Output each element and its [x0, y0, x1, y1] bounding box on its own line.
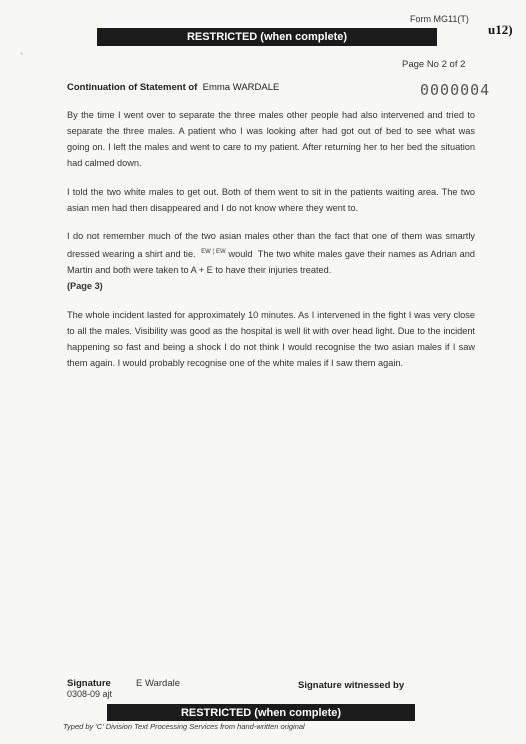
paragraph-3-continued: The two white males gave their names as Adrian and Martin and both were taken to A + E to have their injuries treated. — [67, 249, 475, 276]
paragraph-1: By the time I went over to separate the three males other people had also intervened and tried to separate the three males. A patient who I was looking after had got out of bed to see what was going on. I left the males and went to care to my patient. After returning her to her bed the situation had calmed down. — [67, 110, 475, 168]
witness-label: Signature witnessed by — [298, 680, 405, 691]
initials-mark: EW ¦ EW — [201, 249, 226, 256]
paragraph-3 — [67, 229, 475, 295]
paragraph-4: The whole incident lasted for approximately 10 minutes. As I intervened in the fight I was very close to all the males. Visibility was good as the hospital is well lit with over head light. Due to the incident happening so fast and being a shock I do not think I would recognise the two asian males if I saw them again. I would probably recognise one of the white males if I saw them again. — [67, 310, 475, 368]
restriction-banner-bottom — [107, 704, 415, 721]
restriction-banner-text: RESTRICTED (when complete) — [186, 31, 348, 43]
paragraph-2: I told the two white males to get out. Both of them went to sit in the patients waiting area. The two asian men had then disappeared and I do not know where they went to. — [67, 186, 475, 213]
page-reference: (Page 3) — [67, 281, 103, 292]
statement-body — [67, 108, 475, 385]
continuation-label: Continuation of Statement of — [67, 82, 198, 93]
signature-value: E Wardale — [136, 678, 180, 689]
signature-label: Signature — [67, 678, 111, 689]
corner-mark: u12) — [488, 22, 513, 37]
form-id: Form MG11(T) — [410, 14, 469, 24]
restriction-banner-text: RESTRICTED (when complete) — [180, 706, 342, 719]
restriction-banner-top — [97, 28, 437, 46]
paragraph-3-text: I do not remember much of the two asian males other than the fact that one of them was smartly dressed wearing a shirt and tie. — [67, 231, 475, 260]
continuation-heading — [67, 82, 279, 93]
stamp-number: 0000004 — [420, 81, 491, 99]
witness-name: Emma WARDALE — [202, 82, 280, 93]
reference-code: 0308-09 ajt — [67, 689, 113, 699]
scan-speck — [20, 52, 23, 55]
page-number: Page No 2 of 2 — [402, 59, 466, 70]
inserted-word: would — [228, 249, 253, 260]
typed-note: Typed by 'C' Division Text Processing Services from hand-written original — [63, 722, 305, 731]
